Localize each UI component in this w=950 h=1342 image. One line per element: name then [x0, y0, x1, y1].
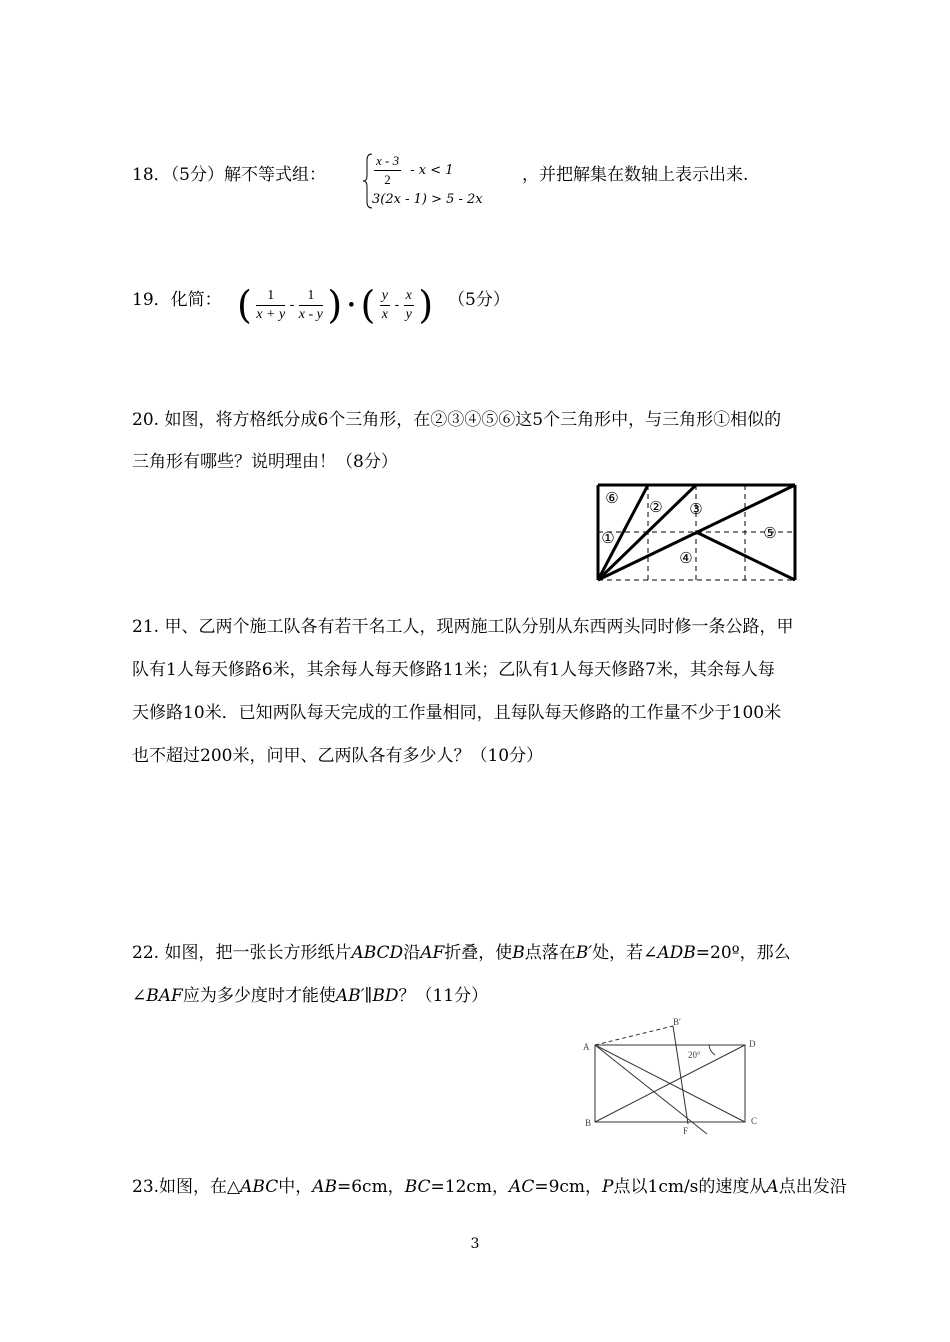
- q22-label-a: A: [583, 1042, 590, 1052]
- q18-frac-num: x - 3: [374, 152, 401, 171]
- q21-line4: 也不超过200米，问甲、乙两队各有多少人？（10分）: [132, 746, 544, 766]
- q20-line2: 三角形有哪些？说明理由！（8分）: [132, 452, 398, 472]
- q22-line1: [132, 938, 791, 963]
- q21-line2: 队有1人每天修路6米，其余每人每天修路11米；乙队有1人每天修路7米，其余每人每: [132, 660, 775, 680]
- q20-grid-figure: [590, 480, 805, 590]
- q19-frac4: [404, 287, 414, 324]
- q19-prefix: 19．化简：: [132, 290, 222, 310]
- q22-text-e: 处，若∠: [592, 943, 658, 963]
- page-number: 3: [470, 1236, 480, 1252]
- q22-line2: [132, 981, 488, 1006]
- q23-text-e: =9cm，: [534, 1177, 603, 1197]
- q19-dot: •: [346, 295, 357, 315]
- q19-frac3: [380, 287, 390, 324]
- q18-system: [362, 152, 522, 210]
- q23-text-b: 中，: [278, 1177, 313, 1197]
- q22-bd: BD: [372, 986, 399, 1006]
- q22-label-c: C: [751, 1116, 758, 1126]
- q19-frac1-den: x + y: [256, 306, 286, 322]
- q20-label-6: ⑥: [605, 491, 619, 507]
- q23-abc: ABC: [240, 1177, 279, 1197]
- q18-fraction: [374, 152, 401, 189]
- q23-text-a: 23.如图，在△: [132, 1177, 241, 1197]
- q19-frac3-den: x: [381, 306, 389, 322]
- q22-text-d: 点落在: [524, 943, 576, 963]
- q22-adb: ADB: [657, 943, 696, 963]
- q20-label-3: ③: [689, 502, 703, 518]
- q22-text-h: 应为多少度时才能使: [182, 986, 336, 1006]
- q23-ac: AC: [509, 1177, 535, 1197]
- q20-line1: 20. 如图，将方格纸分成6个三角形，在②③④⑤⑥这5个三角形中，与三角形①相似的: [132, 410, 782, 430]
- q20-label-1: ①: [601, 531, 615, 547]
- q19-frac4-num: x: [404, 287, 414, 306]
- q23-text-c: =6cm，: [336, 1177, 405, 1197]
- q20-label-2: ②: [649, 500, 663, 516]
- q22-text-j: ？（11分）: [398, 986, 489, 1006]
- q22-bp: B′: [575, 943, 593, 963]
- q19-suffix: （5分）: [448, 290, 510, 310]
- q23-text-d: =12cm，: [430, 1177, 510, 1197]
- q22-abp: AB′: [335, 986, 365, 1006]
- q22-label-angle: 20°: [688, 1050, 701, 1060]
- q22-af: AF: [420, 943, 445, 963]
- q22-text-g: ∠: [132, 986, 147, 1006]
- q18-suffix: ，并把解集在数轴上表示出来.: [522, 165, 749, 185]
- q23-bc: BC: [404, 1177, 431, 1197]
- q22-text-f: =20º，那么: [695, 943, 791, 963]
- q21-line3: 天修路10米．已知两队每天完成的工作量相同，且每队每天修路的工作量不少于100米: [132, 703, 782, 723]
- q19-frac3-num: y: [380, 287, 390, 306]
- q23-p: P: [602, 1177, 614, 1197]
- q22-label-d: D: [749, 1039, 756, 1049]
- q22-label-b: B: [585, 1118, 592, 1128]
- q19-frac2-den: x - y: [298, 306, 323, 322]
- q22-label-f: F: [683, 1126, 689, 1136]
- q19-minus2: -: [394, 297, 400, 313]
- q18-ineq2: 3(2x - 1) > 5 - 2x: [372, 192, 483, 207]
- q23-text-g: 点出发沿: [778, 1177, 847, 1197]
- q23-line: [132, 1172, 847, 1197]
- q23-point-a: A: [766, 1177, 779, 1197]
- q18-frac-den: 2: [384, 172, 391, 187]
- q23-text-f: 点以1cm/s的速度从: [613, 1177, 767, 1197]
- q22-text-b: 沿: [403, 943, 421, 963]
- q22-b: B: [512, 943, 525, 963]
- q19-frac2-num: 1: [299, 287, 323, 306]
- q19-minus1: -: [289, 297, 295, 313]
- q22-text-a: 22. 如图，把一张长方形纸片: [132, 943, 352, 963]
- q23-ab: AB: [312, 1177, 337, 1197]
- q22-label-bp: B′: [673, 1017, 681, 1027]
- q22-fold-figure: [575, 1012, 775, 1142]
- q19-expression: ( $\frac{1}{x + y}$ - $\frac{1}{x - y}$ ) • ( $\frac{y}{x}$ - $\frac{x}{y}$ ): [237, 283, 434, 327]
- q19-frac1: [256, 287, 285, 324]
- q18-ineq1-rest: - x < 1: [410, 163, 454, 178]
- q22-abcd: ABCD: [351, 943, 404, 963]
- q19-frac2: [299, 287, 323, 324]
- q18-prefix: 18．（5分）解不等式组：: [132, 165, 326, 185]
- q22-text-c: 折叠，使: [444, 943, 513, 963]
- q19-frac4-den: y: [405, 306, 412, 322]
- q19-frac1-num: 1: [256, 287, 285, 306]
- q22-baf: BAF: [146, 986, 183, 1006]
- q22-text-i: ∥: [364, 986, 373, 1006]
- q18-line: [132, 160, 326, 185]
- q21-line1: 21. 甲、乙两个施工队各有若干名工人，现两施工队分别从东西两头同时修一条公路，甲: [132, 617, 794, 637]
- q20-label-5: ⑤: [763, 526, 777, 542]
- q20-label-4: ④: [679, 551, 693, 567]
